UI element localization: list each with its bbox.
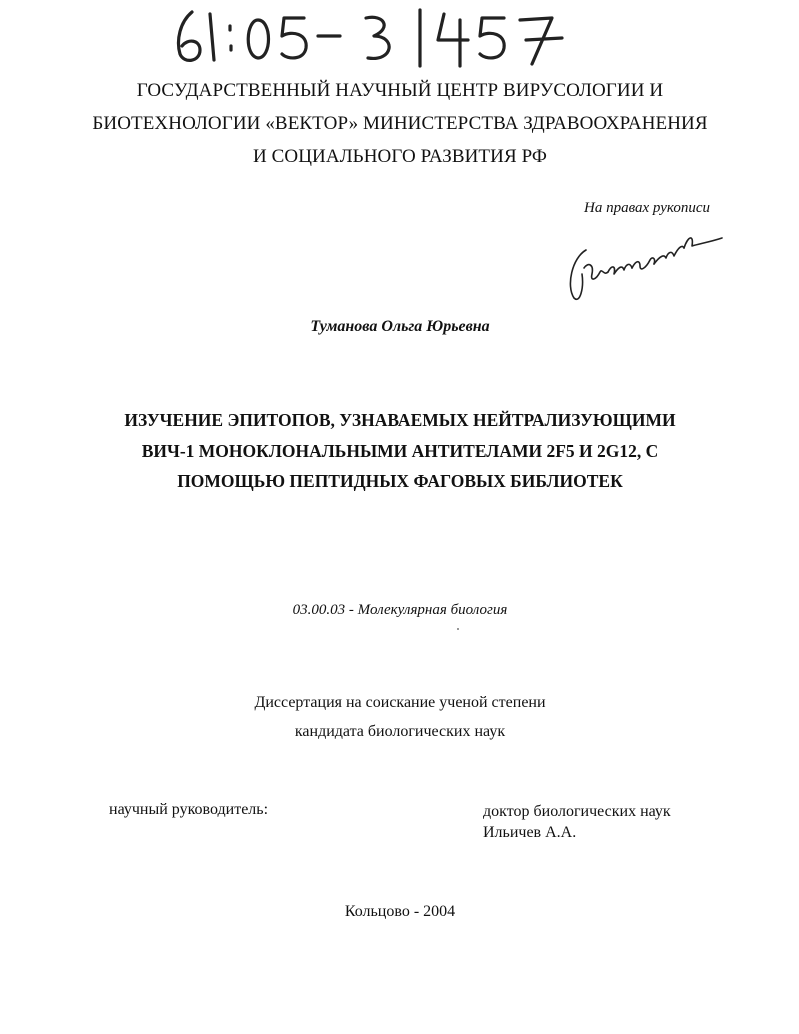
institution-line: БИОТЕХНОЛОГИИ «ВЕКТОР» МИНИСТЕРСТВА ЗДРАВООХРАНЕНИЯ xyxy=(92,113,708,134)
specialty-code: 03.00.03 - Молекулярная биология xyxy=(292,602,508,618)
paper-speck xyxy=(457,628,459,630)
author-signature xyxy=(560,228,730,308)
institution-header xyxy=(60,74,740,173)
title-line: ВИЧ-1 МОНОКЛОНАЛЬНЫМИ АНТИТЕЛАМИ 2F5 И 2G12, С xyxy=(141,440,659,461)
degree-line: кандидата биологических наук xyxy=(294,723,506,740)
title-line: ПОМОЩЬЮ ПЕПТИДНЫХ ФАГОВЫХ БИБЛИОТЕК xyxy=(177,471,623,491)
supervisor-degree: доктор биологических наук xyxy=(483,803,671,820)
dissertation-title xyxy=(60,405,740,497)
place-year: Кольцово - 2004 xyxy=(344,903,456,920)
degree-line: Диссертация на соискание ученой степени xyxy=(254,694,546,711)
handwritten-archive-code xyxy=(170,6,570,68)
author-name: Туманова Ольга Юрьевна xyxy=(310,318,490,335)
institution-line: ГОСУДАРСТВЕННЫЙ НАУЧНЫЙ ЦЕНТР ВИРУСОЛОГИИ И xyxy=(136,80,664,101)
supervisor-label: научный руководитель: xyxy=(109,801,269,818)
rights-note: На правах рукописи xyxy=(584,200,710,216)
institution-line: И СОЦИАЛЬНОГО РАЗВИТИЯ РФ xyxy=(252,146,548,167)
degree-statement xyxy=(150,688,650,746)
supervisor-name: Ильичев А.А. xyxy=(483,824,577,841)
title-line: ИЗУЧЕНИЕ ЭПИТОПОВ, УЗНАВАЕМЫХ НЕЙТРАЛИЗУЮЩИМИ xyxy=(124,410,676,430)
supervisor-info xyxy=(483,801,671,843)
